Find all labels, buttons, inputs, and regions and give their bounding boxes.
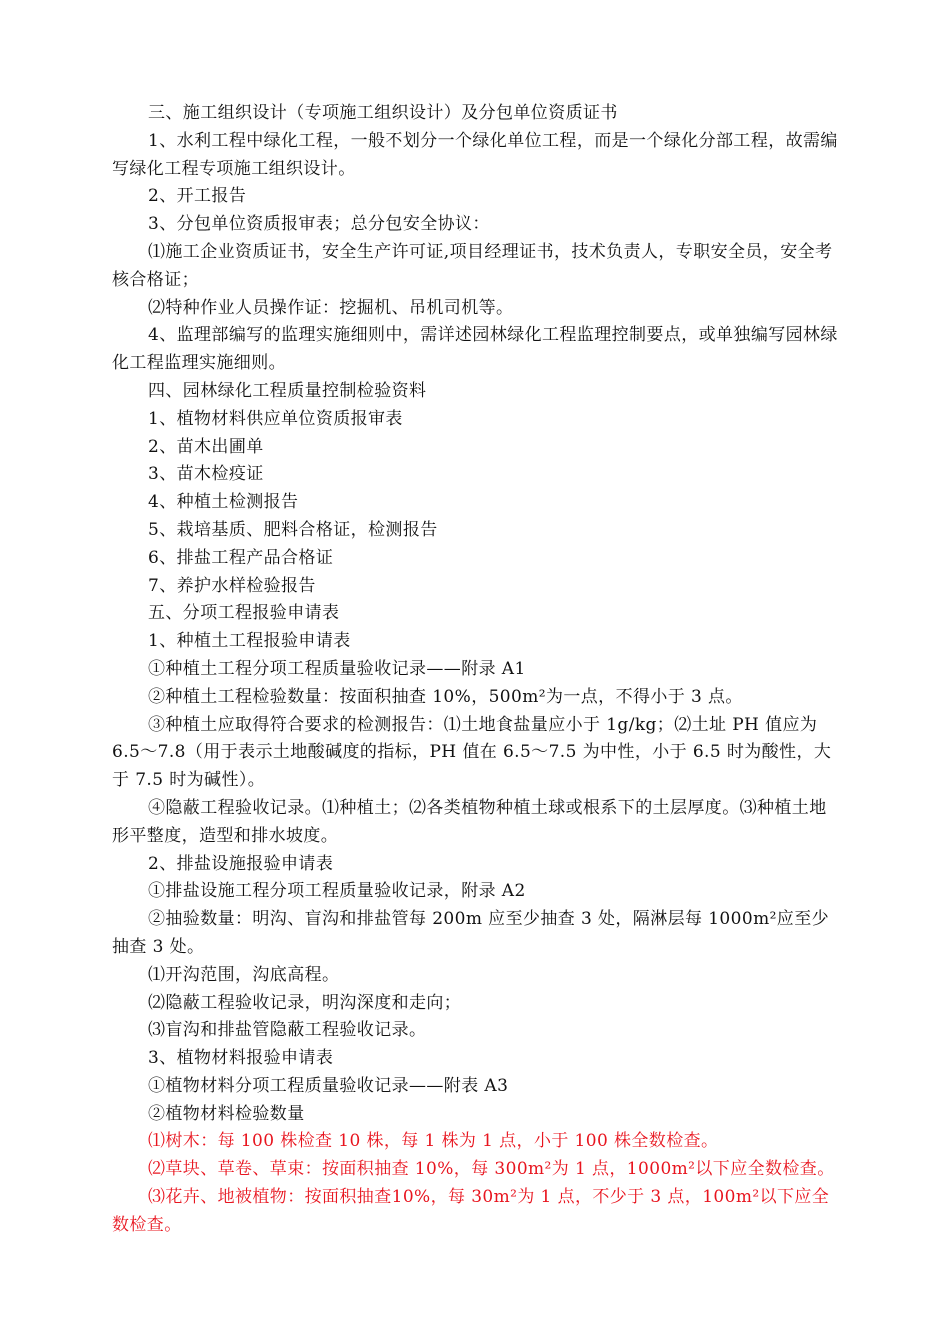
list-item: 3、分包单位资质报审表；总分包安全协议： <box>148 214 490 235</box>
list-item: 2、开工报告 <box>148 186 247 207</box>
highlighted-item: ⑴树木：每 100 株检查 10 株，每 1 株为 1 点，小于 100 株全数检查。 <box>148 1131 719 1152</box>
list-item: 6、排盐工程产品合格证 <box>148 547 334 568</box>
list-item: 4、种植土检测报告 <box>148 492 299 513</box>
list-item: ②植物材料检验数量 <box>148 1103 305 1124</box>
list-item: 3、苗木检疫证 <box>148 464 264 485</box>
list-item: ①植物材料分项工程质量验收记录——附表 A3 <box>148 1075 509 1096</box>
list-item: 7、养护水样检验报告 <box>148 575 316 596</box>
list-item: ⑶盲沟和排盐管隐蔽工程验收记录。 <box>148 1020 427 1041</box>
list-item: ②抽验数量：明沟、盲沟和排盐管每 200m 应至少抽查 3 处，隔淋层每 1000m²应至少抽查 3 处。 <box>112 909 829 957</box>
list-item: ⑴开沟范围，沟底高程。 <box>148 964 340 985</box>
list-item: ⑵特种作业人员操作证：挖掘机、吊机司机等。 <box>148 297 514 318</box>
list-item: ⑴施工企业资质证书，安全生产许可证,项目经理证书，技术负责人，专职安全员，安全考核合格证； <box>112 241 833 290</box>
subsection-heading: 2、排盐设施报验申请表 <box>148 853 334 874</box>
section-heading-4: 四、园林绿化工程质量控制检验资料 <box>148 380 427 401</box>
subsection-heading: 3、植物材料报验申请表 <box>148 1048 334 1069</box>
list-item: ⑵隐蔽工程验收记录，明沟深度和走向； <box>148 992 462 1013</box>
list-item: ①排盐设施工程分项工程质量验收记录，附录 A2 <box>148 881 526 902</box>
list-item: ①种植土工程分项工程质量验收记录——附录 A1 <box>148 658 526 679</box>
section-heading-5: 五、分项工程报验申请表 <box>148 603 340 624</box>
list-item: ④隐蔽工程验收记录。⑴种植土；⑵各类植物种植土球或根系下的土层厚度。⑶种植土地形平整度，造型和排水坡度。 <box>112 797 827 846</box>
list-item: 5、栽培基质、肥料合格证，检测报告 <box>148 519 438 540</box>
highlighted-item: ⑶花卉、地被植物：按面积抽查10%，每 30m²为 1 点，不少于 3 点，100m²以下应全数检查。 <box>112 1187 830 1235</box>
list-item: 1、植物材料供应单位资质报审表 <box>148 408 403 429</box>
list-item: ③种植土应取得符合要求的检测报告：⑴土地食盐量应小于 1g/kg；⑵土址 PH 值应为 6.5～7.8（用于表示土地酸碱度的指标，PH 值在 6.5～7.5 为中性，小于 6.5 时为酸性，大于 7.5 时为碱性）。 <box>112 714 832 791</box>
list-item: ②种植土工程检验数量：按面积抽查 10%，500m²为一点，不得小于 3 点。 <box>148 686 743 707</box>
subsection-heading: 1、种植土工程报验申请表 <box>148 631 351 652</box>
highlighted-item: ⑵草块、草卷、草束：按面积抽查 10%，每 300m²为 1 点，1000m²以下应全数检查。 <box>148 1159 835 1180</box>
list-item: 2、苗木出圃单 <box>148 436 264 457</box>
document-body <box>112 100 838 1240</box>
paragraph: 1、水利工程中绿化工程，一般不划分一个绿化单位工程，而是一个绿化分部工程，故需编写绿化工程专项施工组织设计。 <box>112 130 838 179</box>
section-heading-3: 三、施工组织设计（专项施工组织设计）及分包单位资质证书 <box>148 103 618 123</box>
paragraph: 4、监理部编写的监理实施细则中，需详述园林绿化工程监理控制要点，或单独编写园林绿化工程监理实施细则。 <box>112 325 838 374</box>
